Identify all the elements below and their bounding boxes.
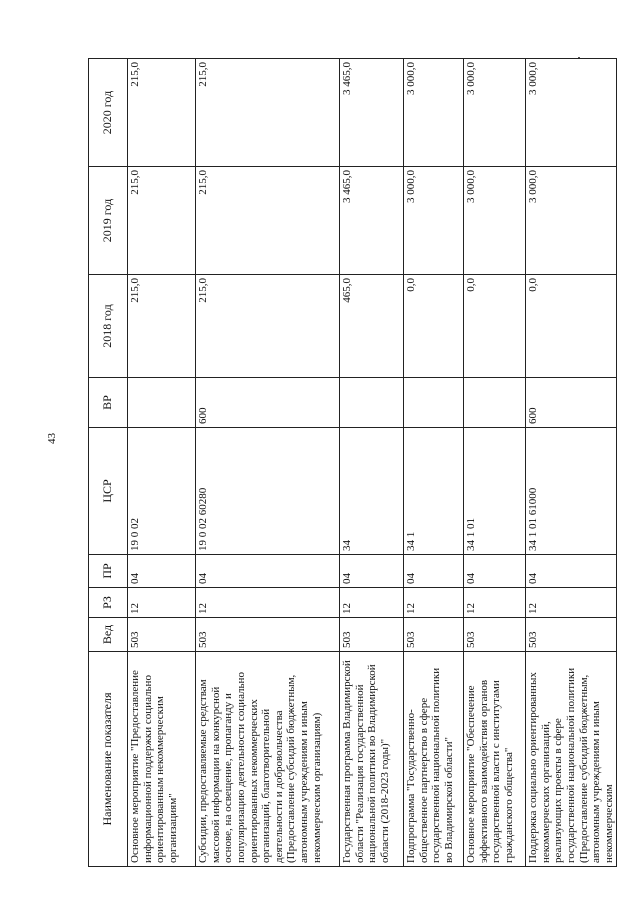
row-csr: 34 1 <box>404 428 464 555</box>
row-name: Основное мероприятие "Обеспечение эффективного взаимодействия органов государственной власти с институтами гражданского общества" <box>464 652 526 867</box>
row-2018: 0,0 <box>526 275 617 378</box>
row-pr: 04 <box>464 555 526 588</box>
row-vr <box>128 378 196 428</box>
row-name: Основное мероприятие "Предоставление информационной поддержки социально ориентированным некоммерческим организациям" <box>128 652 196 867</box>
row-ved: 503 <box>196 618 340 652</box>
row-ved: 503 <box>340 618 404 652</box>
header-ved: Вед <box>89 618 128 652</box>
row-vr: 600 <box>196 378 340 428</box>
header-2019: 2019 год <box>89 167 128 275</box>
row-2019: 215,0 <box>128 167 196 275</box>
row-csr: 34 1 01 61000 <box>526 428 617 555</box>
row-2020: 3 465,0 <box>340 59 404 167</box>
row-2020: 3 000,0 <box>464 59 526 167</box>
row-2020: 215,0 <box>196 59 340 167</box>
row-2020: 3 000,0 <box>526 59 617 167</box>
row-pr: 04 <box>128 555 196 588</box>
row-rz: 12 <box>464 588 526 618</box>
row-name: Подпрограмма "Государственно-общественное партнерство в сфере государственной национальной политики во Владимирской области" <box>404 652 464 867</box>
row-2020: 3 000,0 <box>404 59 464 167</box>
row-csr: 19 0 02 60280 <box>196 428 340 555</box>
row-rz: 12 <box>404 588 464 618</box>
row-vr: 600 <box>526 378 617 428</box>
row-2018: 215,0 <box>128 275 196 378</box>
row-name: Субсидии, предоставляемые средствам массовой информации на конкурсной основе, на освещение, пропаганду и популяризацию деятельности социально ориентированных некоммерческих организаций, благотворительной деятельности и добровольчества (Предоставление субсидий бюджетным, автономным учреждениям и иным некоммерческим организациям) <box>196 652 340 867</box>
table-row <box>464 59 526 867</box>
table-row <box>404 59 464 867</box>
table-row <box>128 59 196 867</box>
row-rz: 12 <box>526 588 617 618</box>
row-2018: 465,0 <box>340 275 404 378</box>
rotated-table-wrapper <box>88 59 617 867</box>
row-rz: 12 <box>128 588 196 618</box>
row-name: Государственная программа Владимирской области "Реализация государственной национальной политики во Владимирской области (2018-2023 годы)" <box>340 652 404 867</box>
row-csr: 34 <box>340 428 404 555</box>
row-ved: 503 <box>464 618 526 652</box>
row-pr: 04 <box>526 555 617 588</box>
row-2018: 215,0 <box>196 275 340 378</box>
row-pr: 04 <box>196 555 340 588</box>
header-vr: ВР <box>89 378 128 428</box>
row-vr <box>464 378 526 428</box>
row-name: Поддержка социально ориентированных некоммерческих организаций, реализующих проекты в сфере государственной национальной политики (Предоставление субсидий бюджетным, автономным учреждениям и иным некоммерческим <box>526 652 617 867</box>
table-row <box>196 59 340 867</box>
row-vr <box>340 378 404 428</box>
header-2020: 2020 год <box>89 59 128 167</box>
row-2019: 3 000,0 <box>526 167 617 275</box>
header-name: Наименование показателя <box>89 652 128 867</box>
budget-table <box>88 58 617 867</box>
row-2020: 215,0 <box>128 59 196 167</box>
header-pr: ПР <box>89 555 128 588</box>
row-ved: 503 <box>404 618 464 652</box>
table-row <box>526 59 617 867</box>
row-2018: 0,0 <box>404 275 464 378</box>
row-2019: 3 465,0 <box>340 167 404 275</box>
header-csr: ЦСР <box>89 428 128 555</box>
header-2018: 2018 год <box>89 275 128 378</box>
row-2019: 3 000,0 <box>404 167 464 275</box>
row-vr <box>404 378 464 428</box>
row-ved: 503 <box>128 618 196 652</box>
page-number: 43 <box>46 433 58 444</box>
table-header-row <box>89 59 128 867</box>
row-pr: 04 <box>404 555 464 588</box>
row-2019: 215,0 <box>196 167 340 275</box>
row-2019: 3 000,0 <box>464 167 526 275</box>
row-pr: 04 <box>340 555 404 588</box>
row-csr: 19 0 02 <box>128 428 196 555</box>
header-rz: РЗ <box>89 588 128 618</box>
row-rz: 12 <box>340 588 404 618</box>
row-rz: 12 <box>196 588 340 618</box>
table-row <box>340 59 404 867</box>
row-2018: 0,0 <box>464 275 526 378</box>
row-ved: 503 <box>526 618 617 652</box>
row-csr: 34 1 01 <box>464 428 526 555</box>
